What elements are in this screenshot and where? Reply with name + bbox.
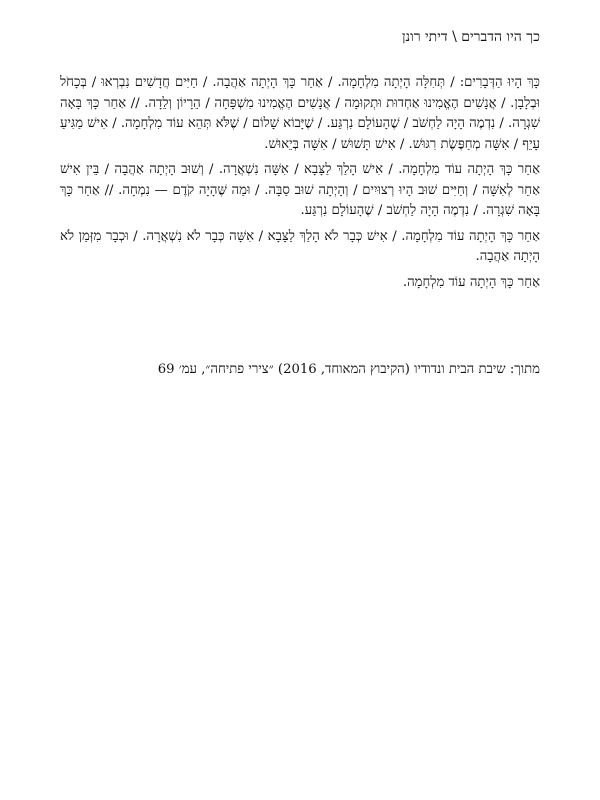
poem-paragraph: כָּךְ הָיוּ הַדְּבָרִים: / תְּחִלָּה הָיְתָה מִלְחָמָה. / אַחַר כָּךְ הָיְתָה אַהֲבָה. / חַיִּים חֲדָשִׁים נִבְרְאוּ / בְּכָחֹל וּבְלָבָן. / אֲנָשִׁים הֶאֱמִינוּ אַחְדוּת וּתְקוּמָה / אֲנָשִׁים הֶאֱמִינוּ מִשְׁפָּחָה / הֵרָיוֹן וְלֵדָה. // אַחַר כָּךְ בָּאָה שִׁגְרָה. / נִדְמֶה הָיָה לַחְשֹׁב / שֶׁהָעוֹלָם נִרְגַּע. / שֶׁיָּבוֹא שָׁלוֹם / שֶׁלֹּא תְּהֵא עוֹד מִלְחָמָה. / אִישׁ מַגִּיעַ עָיֵף / אִשָּׁה מְחַפֶּשֶׂת רִגּוּשׁ. / אִישׁ תָּשׁוּשׁ / אִשָּׁה בְּיֵאוּשׁ. <box>60 75 540 152</box>
poem-paragraph: אַחַר כָּךְ הָיְתָה עוֹד מִלְחָמָה. / אִישׁ כְּבָר לֹא הָלַךְ לַצָּבָא / אִשָּׁה כְּבָר לֹא נִשְׁאֲרָה. / וּכְבָר מִזְּמַן לֹא הָיְתָה אַהֲבָה. <box>60 228 540 264</box>
poem-paragraph: אַחַר כָּךְ הָיְתָה עוֹד מִלְחָמָה. <box>402 274 540 290</box>
poem-body <box>60 73 540 298</box>
source-citation: מתוך: שיבת הבית ונדודיו (הקיבוץ המאוחד, 2016) ״צירי פתיחה״, עמ׳ 69 <box>157 362 540 377</box>
document-page <box>60 0 540 800</box>
poem-paragraph: אַחַר כָּךְ הָיְתָה עוֹד מִלְחָמָה. / אִישׁ הָלַךְ לַצָּבָא / אִשָּׁה נִשְׁאֲרָה. / וְשׁוּב הָיְתָה אַהֲבָה / בֵּין אִישׁ אַחֵר לְאִשָּׁה / וְחַיִּים שׁוּב הָיוּ רְצוּיִים / וְהָיְתָה שׁוּב סַבָּה. / וּמַה שֶּׁהָיָה קֹדֶם — נִמְחָה. // אַחַר כָּךְ בָּאָה שִׁגְרָה. / נִדְמֶה הָיָה לַחְשֹׁב / שֶׁהָעוֹלָם נִרְגַּע. <box>60 162 540 218</box>
poem-title: כך היו הדברים \ דיתי רונן <box>401 29 540 45</box>
